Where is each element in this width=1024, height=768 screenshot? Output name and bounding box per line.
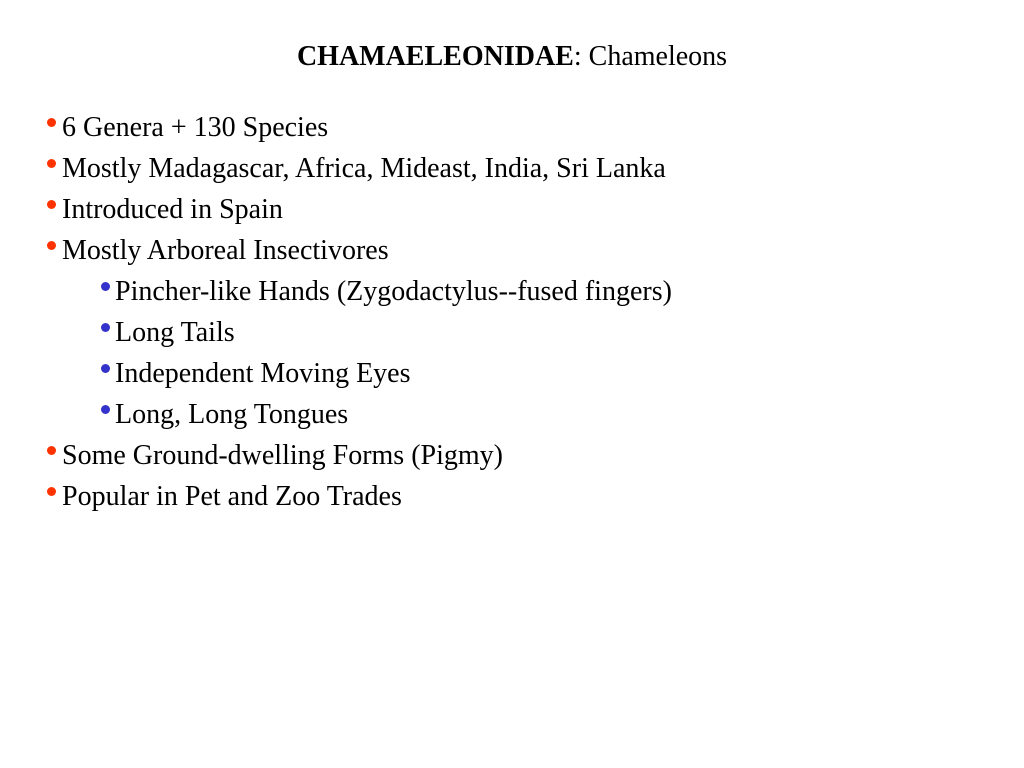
bullet-dot-icon xyxy=(47,487,56,496)
sub-bullet-dot-icon xyxy=(101,323,110,332)
slide-title-bold: CHAMAELEONIDAE xyxy=(296,41,574,72)
bullet-item xyxy=(44,478,672,519)
bullet-item xyxy=(44,150,672,191)
bullet-item xyxy=(44,437,672,478)
bullet-text: Some Ground-dwelling Forms (Pigmy) xyxy=(62,440,503,471)
bullet-list xyxy=(44,109,672,519)
bullet-text: 6 Genera + 130 Species xyxy=(62,112,329,143)
sub-bullet-item xyxy=(44,396,672,437)
bullet-dot-icon xyxy=(47,200,56,209)
sub-bullet-dot-icon xyxy=(101,282,110,291)
sub-bullet-item xyxy=(44,314,672,355)
bullet-text: Mostly Madagascar, Africa, Mideast, India, Sri Lanka xyxy=(62,153,666,184)
bullet-dot-icon xyxy=(47,446,56,455)
bullet-item xyxy=(44,191,672,232)
slide-title-rest: : Chameleons xyxy=(573,41,728,72)
bullet-dot-icon xyxy=(47,159,56,168)
sub-bullet-dot-icon xyxy=(101,405,110,414)
bullet-text: Introduced in Spain xyxy=(62,194,283,225)
bullet-item xyxy=(44,232,672,273)
sub-bullet-text: Long, Long Tongues xyxy=(115,399,349,430)
sub-bullet-item xyxy=(44,355,672,396)
sub-bullet-text: Pincher-like Hands (Zygodactylus--fused fingers) xyxy=(115,276,672,307)
bullet-dot-icon xyxy=(47,118,56,127)
sub-bullet-text: Independent Moving Eyes xyxy=(115,358,411,389)
sub-bullet-text: Long Tails xyxy=(115,317,235,348)
slide-title xyxy=(0,40,1024,74)
bullet-item xyxy=(44,109,672,150)
bullet-text: Popular in Pet and Zoo Trades xyxy=(62,481,402,512)
bullet-text: Mostly Arboreal Insectivores xyxy=(62,235,389,266)
sub-bullet-dot-icon xyxy=(101,364,110,373)
sub-bullet-item xyxy=(44,273,672,314)
bullet-dot-icon xyxy=(47,241,56,250)
